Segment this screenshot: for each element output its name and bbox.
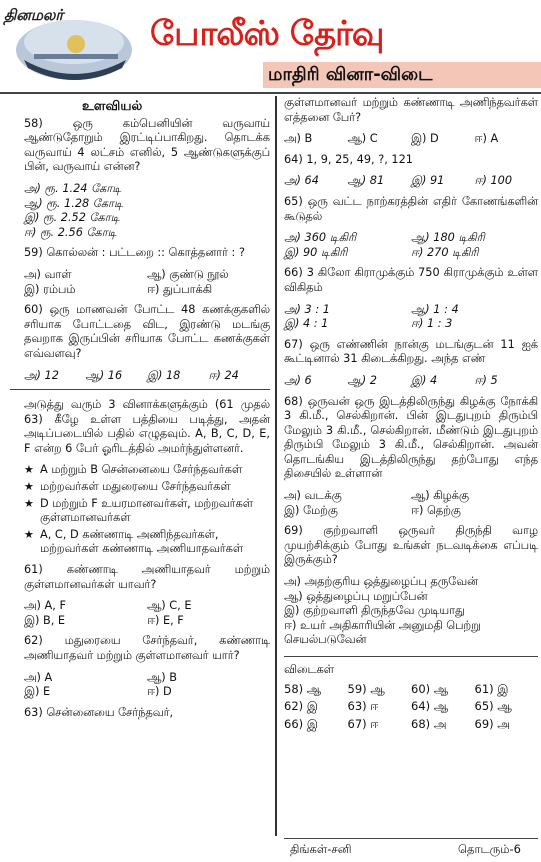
answer: 65) ஆ — [474, 699, 512, 714]
answer: 67) ஈ — [347, 716, 379, 731]
option: ஈ) D — [147, 685, 172, 699]
option: ஆ) கிழக்கு — [411, 489, 469, 503]
answer: 64) ஆ — [411, 699, 449, 714]
option: இ) B, E — [24, 613, 66, 627]
left-column — [24, 96, 270, 727]
option: ஈ) உயர் அதிகாரியின் அனுமதி பெற்று செயல்படுவேன் — [284, 618, 481, 647]
answers-grid — [284, 682, 538, 732]
footer-continue: தொடரும்-6 — [458, 842, 521, 856]
question-59: 59) கொல்லன் : பட்டறை :: கொத்தனார் : ? — [24, 246, 245, 260]
answer: 69) அ — [474, 716, 511, 731]
option: ஆ) 1 : 4 — [411, 302, 459, 316]
question-63-options — [284, 132, 538, 147]
answer: 63) ஈ — [347, 699, 379, 714]
question-62-options — [24, 671, 270, 700]
option: ஆ) 81 — [347, 174, 385, 188]
option: இ) 4 — [411, 373, 438, 387]
question-61-options — [24, 599, 270, 628]
question-63-continued: குள்ளமானவர் மற்றும் கண்ணாடி அணிந்தவர்கள் எத்தனை பேர்? — [284, 96, 538, 124]
option: ஆ) 16 — [85, 368, 123, 382]
option: அ) அதற்குரிய ஒத்துழைப்பு தருவேன் — [284, 575, 478, 589]
option: அ) B — [284, 132, 313, 146]
option: இ) E — [24, 685, 51, 699]
option: ஆ) ஒத்துழைப்பு மறுப்பேன் — [284, 589, 428, 603]
question-58: 58) ஒரு கம்பெனியின் வருவாய் ஆண்டுதோறும் இரட்டிப்பாகிறது. தொடக்க வருவாய் 4 லட்சம் எனில், 5 ஆண்டுகளுக்குப் பின், வருவாய் என்ன? — [24, 116, 270, 174]
footer-rule — [284, 838, 538, 839]
question-58-options — [24, 182, 270, 240]
option: ஆ) 2 — [347, 373, 377, 387]
question-69: 69) குற்றவாளி ஒருவர் திருந்தி வாழ முயற்சிக்கும் போது உங்கள் நடவடிக்கை எப்படி இருக்கும்? — [284, 524, 538, 567]
answers-box — [284, 656, 538, 731]
option: ஆ) C — [347, 132, 378, 146]
passage: அடுத்து வரும் 3 வினாக்களுக்கும் (61 முதல் 63) கீழே உள்ள பத்தியை படித்து, அதன் அடிப்படையில் பதில் எழுதவும். A, B, C, D, E, F என்ற 6 பேர் ஓரிடத்தில் அமர்ந்துள்ளனர். — [24, 398, 270, 455]
question-60: 60) ஒரு மாணவன் போட்ட 48 கணக்குகளில் சரியாக போட்டதை விட, இரண்டு மடங்கு தவறாக இருப்பின் சரியாக போட்ட கணக்குகள் எவ்வளவு? — [24, 303, 270, 360]
option: இ) 18 — [147, 368, 181, 382]
option: அ) 360 டிகிரி — [284, 231, 357, 245]
answer: 58) ஆ — [284, 681, 322, 696]
option: இ) ரூ. 2.52 கோடி — [24, 211, 120, 225]
option: இ) ரம்பம் — [24, 282, 76, 296]
option: அ) 12 — [24, 368, 59, 382]
option: ஆ) C, E — [147, 599, 192, 613]
option: அ) A — [24, 670, 53, 684]
answer: 66) இ — [284, 716, 318, 731]
option: ஈ) 1 : 3 — [411, 317, 453, 331]
option: ஆ) B — [147, 670, 178, 684]
section-heading: உளவியல் — [82, 99, 143, 114]
option: ஈ) 24 — [208, 368, 239, 382]
option: ஈ) தெற்கு — [411, 503, 461, 517]
right-column — [284, 96, 538, 731]
bullet-item: ★ A, C, D கண்ணாடி அணிந்தவர்கள், மற்றவர்கள் கண்ணாடி அணியாதவர்கள் — [24, 528, 270, 557]
page-subtitle: மாதிரி வினா-விடை — [268, 64, 433, 85]
option: ஈ) 100 — [474, 174, 513, 188]
question-61: 61) கண்ணாடி அணியாதவர் மற்றும் குள்ளமானவர்கள் யாவர்? — [24, 563, 270, 591]
bullet-item: ★ மற்றவர்கள் மதுரையை சேர்ந்தவர்கள் — [24, 480, 270, 495]
question-66: 66) 3 கிலோ கிராமுக்கும் 750 கிராமுக்கும் உள்ள விகிதம் — [284, 266, 538, 294]
question-67: 67) ஒரு எண்ணின் நான்கு மடங்குடன் 11 ஐக் கூட்டினால் 31 கிடைக்கிறது. அந்த எண் — [284, 337, 538, 366]
option: ஆ) குண்டு நூல் — [147, 267, 229, 281]
question-69-options — [284, 575, 538, 648]
option: இ) 90 டிகிரி — [284, 245, 348, 259]
option: ஈ) துப்பாக்கி — [147, 282, 212, 296]
separator — [10, 389, 270, 390]
answer: 68) அ — [411, 716, 447, 731]
question-59-options — [24, 268, 270, 297]
answer: 59) ஆ — [347, 681, 385, 696]
question-64-options — [284, 174, 538, 189]
passage-bullets — [24, 463, 270, 557]
question-65-options — [284, 231, 538, 260]
header — [0, 0, 541, 94]
newspaper-logo: தினமலர் — [4, 6, 64, 24]
footer-days: திங்கள்-சனி — [290, 842, 352, 856]
option: ஆ) ரூ. 1.28 கோடி — [24, 196, 123, 210]
question-62: 62) மதுரையை சேர்ந்தவர், கண்ணாடி அணியாதவர் மற்றும் குள்ளமானவர் யார்? — [24, 634, 270, 662]
answer: 62) இ — [284, 699, 318, 714]
answer: 60) ஆ — [411, 681, 449, 696]
option: ஈ) 270 டிகிரி — [411, 245, 479, 259]
question-65: 65) ஒரு வட்ட நாற்கரத்தின் எதிர் கோணங்களின் கூடுதல் — [284, 194, 538, 223]
question-68-options — [284, 489, 538, 518]
page-title: போலீஸ் தேர்வு — [150, 14, 384, 54]
option: ஈ) E, F — [147, 613, 184, 627]
option: இ) 91 — [411, 174, 445, 188]
option: இ) மேற்கு — [284, 503, 338, 517]
option: அ) 64 — [284, 174, 319, 188]
answers-title: விடைகள் — [284, 663, 334, 676]
answer: 61) இ — [474, 681, 509, 696]
option: ஈ) A — [474, 132, 499, 146]
option: அ) 6 — [284, 373, 312, 387]
question-66-options — [284, 303, 538, 332]
option: ஆ) 180 டிகிரி — [411, 231, 485, 245]
bullet-item: ★ A மற்றும் B சென்னையை சேர்ந்தவர்கள் — [24, 463, 270, 478]
option: அ) 3 : 1 — [284, 302, 330, 316]
option: இ) D — [411, 132, 439, 146]
option: அ) ரூ. 1.24 கோடி — [24, 181, 122, 195]
option: அ) வாள் — [24, 267, 72, 281]
option: அ) A, F — [24, 599, 66, 613]
question-60-options — [24, 369, 270, 384]
option: அ) வடக்கு — [284, 489, 342, 503]
question-67-options — [284, 374, 538, 389]
option: இ) 4 : 1 — [284, 317, 329, 331]
option: ஈ) 5 — [474, 373, 498, 387]
question-68: 68) ஒருவன் ஒரு இடத்திலிருந்து கிழக்கு நோக்கி 3 கி.மீ., செல்கிறான். பின் இடதுபுறம் திரும்பி மேலும் 3 கி.மீ., செல்கிறான். மீண்டும் இடதுபுறம் திரும்பி மேலும் 3 கி.மீ., செல்கிறான். அவன் தொடங்கிய இடத்திலிருந்து தற்போது எந்த திசையில் உள்ளான் — [284, 394, 538, 481]
column-divider — [275, 96, 277, 836]
question-64: 64) 1, 9, 25, 49, ?, 121 — [284, 152, 413, 166]
bullet-item: ★ D மற்றும் F உயரமானவர்கள், மற்றவர்கள் குள்ளமானவர்கள் — [24, 497, 270, 526]
question-63-start: 63) சென்னையை சேர்ந்தவர், — [24, 705, 174, 719]
option: இ) குற்றவாளி திருந்தவே முடியாது — [284, 604, 465, 618]
option: ஈ) ரூ. 2.56 கோடி — [24, 225, 117, 239]
